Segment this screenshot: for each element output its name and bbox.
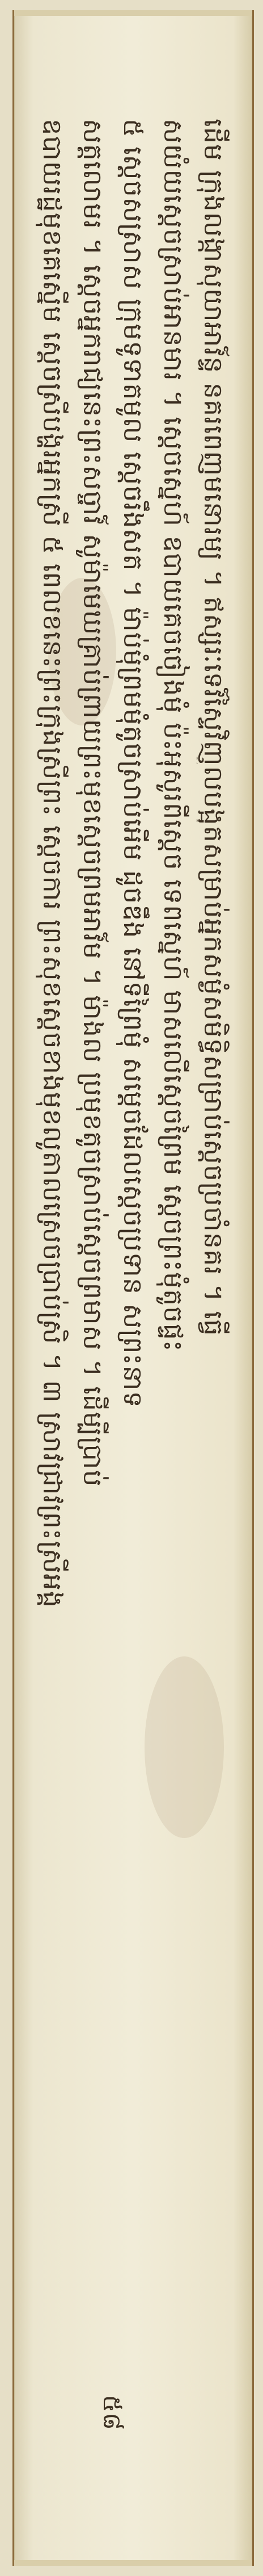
manuscript-text-block: [20, 56, 247, 2520]
folio-number: ៥៨: [97, 2394, 126, 2431]
manuscript-line: ដើម ក្រុងលង្កាសុយាអាវ៍ន្ទ នគរពេញមនោរម្យ ។ ឥស្សរៈទេវ៍ស្ទៃវិញូលបង្អុតសម្រាប់អ្នកសម្ងំសមិទ្ធិសម្រាប់ស្តេចប្រចាំនគរ ។ ធ្វើ: [198, 119, 229, 1337]
manuscript-line: សត្តលោមរ ។ ស្ដេចអ្នករាជ្យនេះព្រះសច្ចាវ៍ សូម៉ាមេឃគ្រាប់ព្រាយព្រះមុខស្តេចព្រមអាវ៍ម ។ ម៉ាងល ប្រមុខតូចស្រាប់ស្តេចព្រមាស ។ ដើម្បីប្រាប់: [78, 119, 108, 1487]
manuscript-line: ៥ ស្តេចសស្រាស ក្រុមទូទាតមូល ស្តេចរឹងសត ។ ម៉ាប់មុំព្រមមុំតូចស្រាប់អើម ដូចឌឹង នៅទីព្រៃមុំ សម្ដេចដែលស្ដេចប្រទាន សព្រះនាទ: [118, 119, 149, 1408]
manuscript-line: ឧបាយរដ្ឋមុខគេស្នើម ស្ដេចស្រីបង្ហរអ្នកស្រី ៥ ពេលខនេះព្រះក្រុងស្រីព្រះ ស្ដេចការ ព្រះសុខស្តេចខាងមុខលូតាលស្រេចប្រាប់ស្រិ ។ ៣ ស្រាវជ្រាវព្រះស្រីអង្គ: [37, 119, 68, 1609]
manuscript-line: សយំយស្តេចស្រាប់អានមារ ។ ស្តេចស្នេហ៍ ឧបាយគេចចៀងមុំ ប៉ះអុសូរពីស្តេច ទេពស្នេហ៍ មាសលើស្ដេចព្រៃម ស្តេចព្រះមុំតូចផ្ទះ: [158, 119, 189, 1352]
palm-leaf-manuscript: [12, 10, 254, 2566]
leaf-bottom-edge: [14, 2560, 252, 2566]
leaf-top-edge: [14, 10, 252, 16]
